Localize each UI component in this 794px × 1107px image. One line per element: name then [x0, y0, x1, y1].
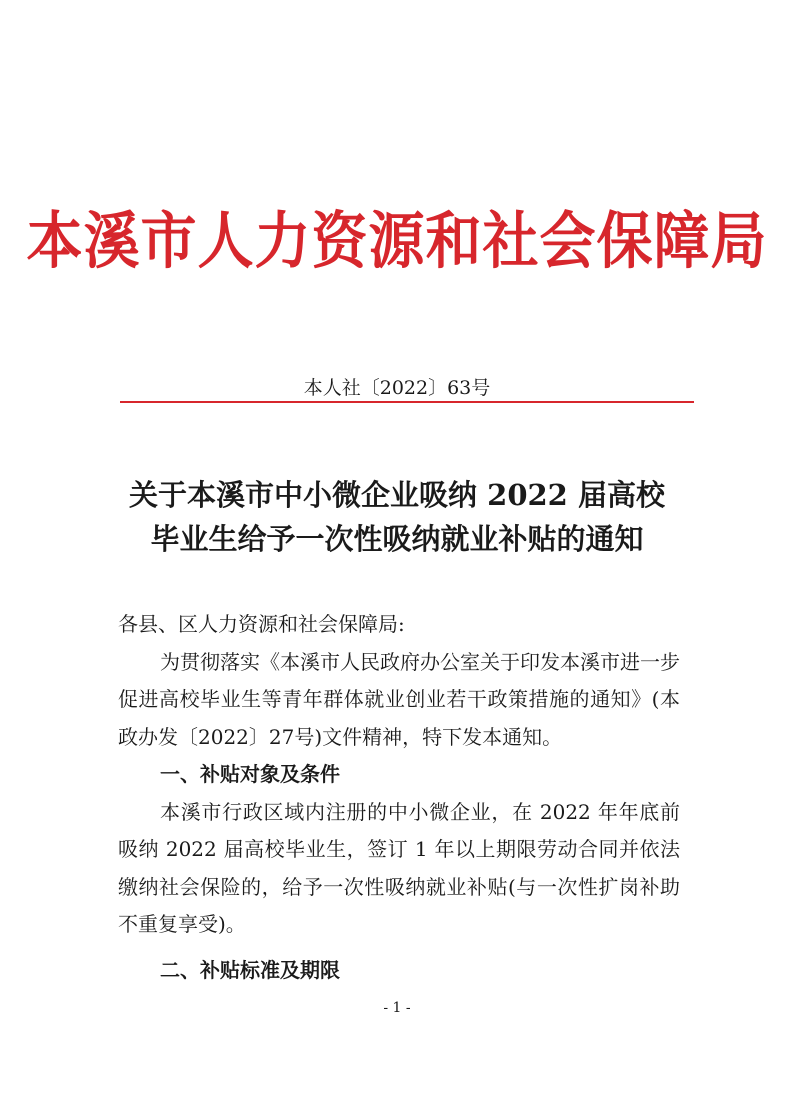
title-line-1: 关于本溪市中小微企业吸纳 2022 届高校 — [129, 478, 665, 512]
section-heading-2: 二、补贴标准及期限 — [160, 957, 340, 982]
red-divider-line — [120, 401, 694, 403]
document-title — [0, 473, 794, 561]
org-name-header: 本溪市人力资源和社会保障局 — [26, 204, 768, 278]
section-heading-1: 一、补贴对象及条件 — [160, 762, 340, 786]
body-paragraph-2: 本溪市行政区域内注册的中小微企业，在 2022 年年底前吸纳 2022 届高校毕业生，签订 1 年以上期限劳动合同并依法缴纳社会保险的，给予一次性吸纳就业补贴(与一次性扩岗补助不重复享受)。 — [118, 799, 680, 936]
body-paragraph-1: 为贯彻落实《本溪市人民政府办公室关于印发本溪市进一步促进高校毕业生等青年群体就业创业若干政策措施的通知》(本政办发〔2022〕27号)文件精神，特下发本通知。 — [118, 649, 680, 749]
page-number: - 1 - — [383, 1000, 411, 1016]
document-body — [118, 606, 680, 989]
document-number: 本人社〔2022〕63号 — [303, 377, 491, 399]
salutation: 各县、区人力资源和社会保障局: — [118, 612, 405, 636]
title-line-2: 毕业生给予一次性吸纳就业补贴的通知 — [150, 522, 644, 556]
